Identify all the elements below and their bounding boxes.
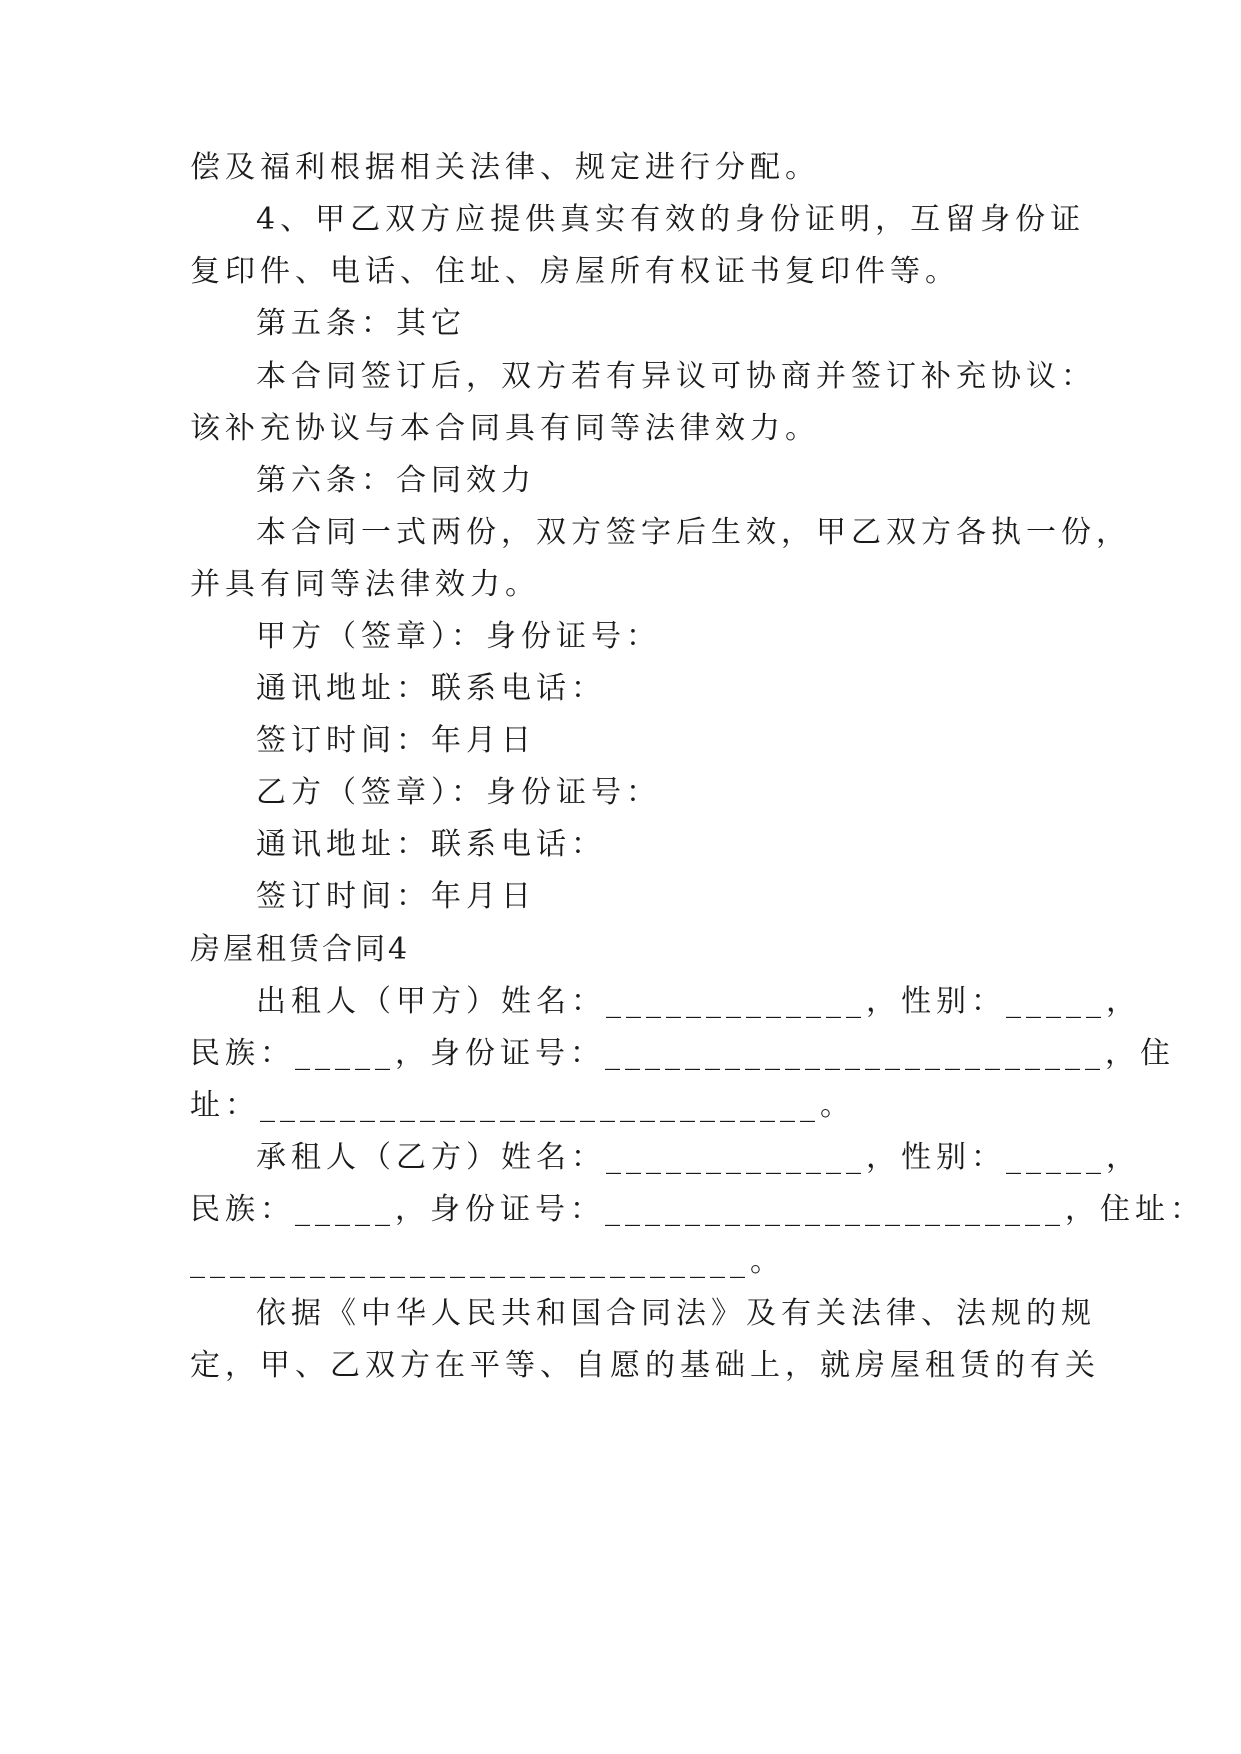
text-line: 依据《中华人民共和国合同法》及有关法律、法规的规: [256, 1296, 1096, 1331]
contract-title: 房屋租赁合同4: [190, 932, 411, 967]
text-line: 定，甲、乙双方在平等、自愿的基础上，就房屋租赁的有关: [190, 1348, 1100, 1383]
text-line: 本合同签订后，双方若有异议可协商并签订补充协议：: [256, 359, 1096, 394]
form-field-line: 承租人（乙方）姓名：_____________，性别：_____，: [256, 1140, 1141, 1175]
text-line: 4、甲乙双方应提供真实有效的身份证明，互留身份证: [256, 202, 1086, 237]
section-heading: 第五条：其它: [256, 306, 466, 341]
text-line: 并具有同等法律效力。: [190, 567, 540, 602]
form-field-line: 出租人（甲方）姓名：_____________，性别：_____，: [256, 984, 1141, 1019]
section-heading: 第六条：合同效力: [256, 463, 536, 498]
signature-field: 通讯地址：联系电话：: [256, 827, 606, 862]
signature-field: 乙方（签章）：身份证号：: [256, 775, 661, 810]
form-field-line: 民族：_____，身份证号：_________________________，住: [190, 1036, 1175, 1071]
text-line: 该补充协议与本合同具有同等法律效力。: [190, 411, 820, 446]
form-field-line: 民族：_____，身份证号：_______________________，住址：: [190, 1192, 1205, 1227]
text-line: 本合同一式两份，双方签字后生效，甲乙双方各执一份，: [256, 515, 1131, 550]
text-line: 复印件、电话、住址、房屋所有权证书复印件等。: [190, 254, 960, 289]
signature-field: 通讯地址：联系电话：: [256, 671, 606, 706]
signature-field: 签订时间：年月日: [256, 723, 536, 758]
signature-field: 甲方（签章）：身份证号：: [256, 619, 661, 654]
text-line: 偿及福利根据相关法律、规定进行分配。: [190, 150, 820, 185]
form-field-line: ____________________________。: [190, 1244, 785, 1279]
signature-field: 签订时间：年月日: [256, 879, 536, 914]
form-field-line: 址：____________________________。: [190, 1088, 855, 1123]
